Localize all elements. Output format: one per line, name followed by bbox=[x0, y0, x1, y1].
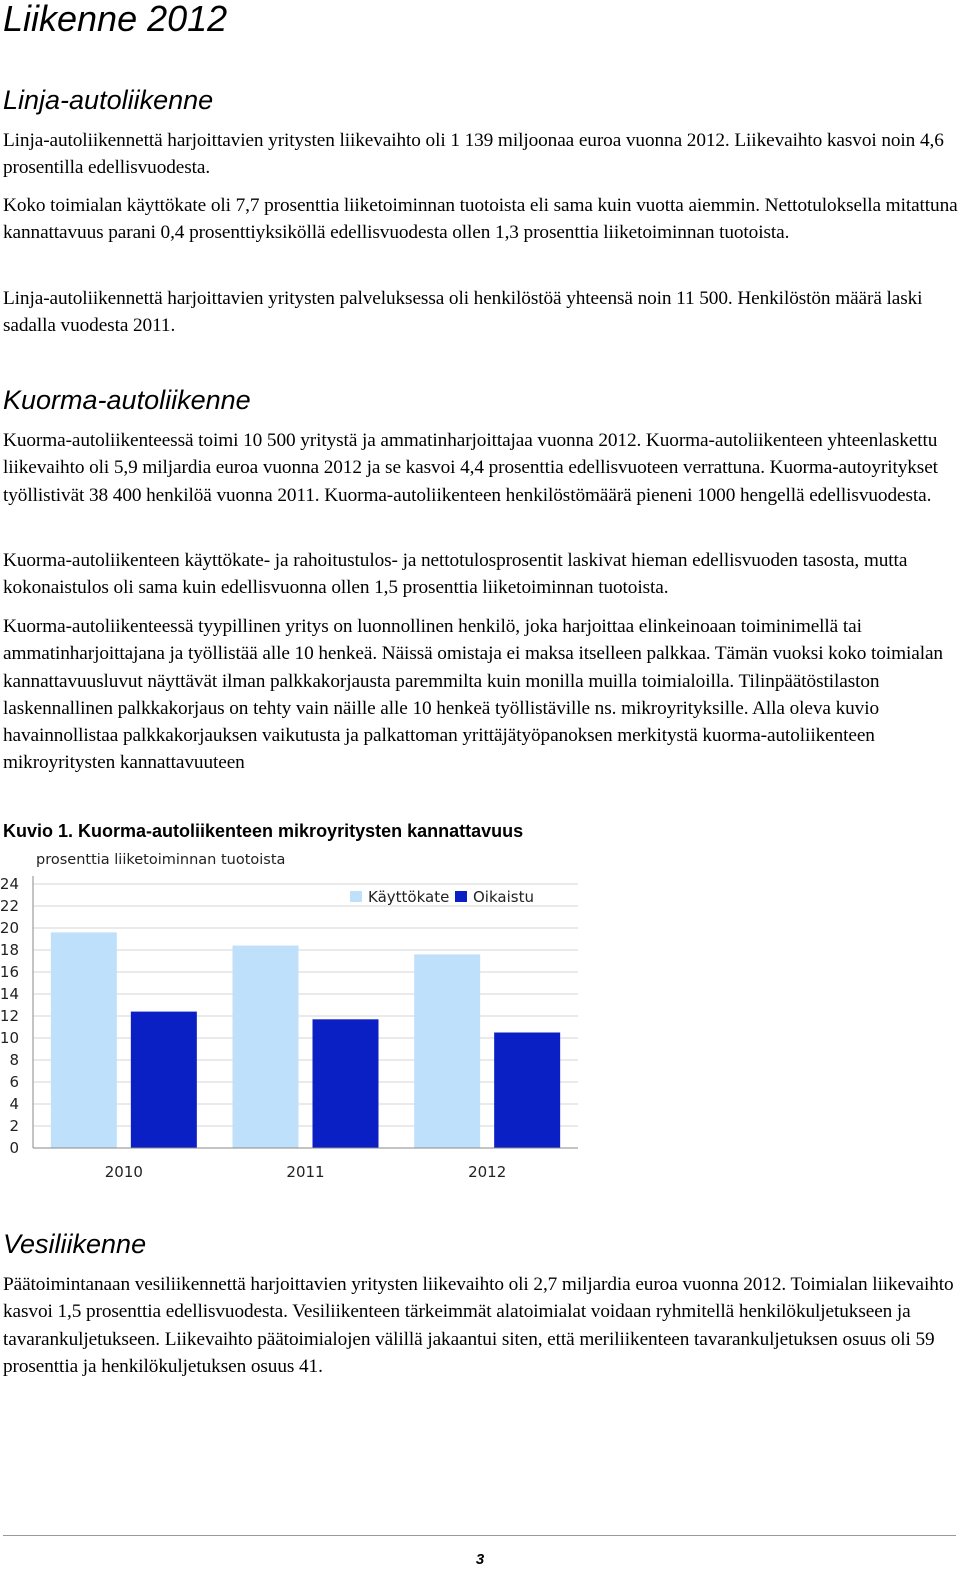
y-tick-label: 16 bbox=[0, 963, 19, 981]
legend-label: Käyttökate bbox=[368, 888, 450, 906]
y-tick-label: 14 bbox=[0, 985, 19, 1003]
x-tick-label: 2012 bbox=[468, 1163, 507, 1181]
bar-Oikaistu-2012 bbox=[494, 1033, 560, 1149]
y-tick-label: 8 bbox=[9, 1051, 19, 1069]
truck-paragraph-1: Kuorma-autoliikenteessä toimi 10 500 yritystä ja ammatinharjoittajaa vuonna 2012. Kuorma-autoliikenteen yhteenlaskettu liikevaihto oli 5,9 miljardia euroa vuonna 2012 ja se kasvoi 4,4 prosenttia edellisvuoteen verrattuna. Kuorma-autoyritykset työllistivät 38 400 henkilöä vuonna 2011. Kuorma-autoliikenteen henkilöstömäärä pieneni 1000 hengellä edellisvuodesta. bbox=[3, 430, 938, 506]
bus-paragraph-1: Linja-autoliikennettä harjoittavien yritysten liikevaihto oli 1 139 miljoonaa euroa vuonna 2012. Liikevaihto kasvoi noin 4,6 prosentilla edellisvuodesta. bbox=[3, 130, 944, 179]
y-tick-label: 10 bbox=[0, 1029, 19, 1047]
legend-swatch bbox=[350, 891, 362, 902]
figure-caption: Kuvio 1. Kuorma-autoliikenteen mikroyritysten kannattavuus bbox=[3, 821, 524, 841]
y-tick-label: 6 bbox=[9, 1073, 19, 1091]
y-tick-label: 2 bbox=[9, 1117, 19, 1135]
legend-label: Oikaistu bbox=[473, 888, 534, 906]
y-tick-label: 0 bbox=[9, 1139, 19, 1157]
section-heading-water: Vesiliikenne bbox=[3, 1229, 147, 1259]
bar-Käyttökate-2010 bbox=[51, 932, 117, 1148]
bar-Käyttökate-2011 bbox=[233, 946, 299, 1148]
bar-Oikaistu-2010 bbox=[131, 1012, 197, 1148]
bar-Käyttökate-2012 bbox=[414, 954, 480, 1148]
bus-paragraph-2: Koko toimialan käyttökate oli 7,7 prosenttia liiketoiminnan tuotoista eli sama kuin vuotta aiemmin. Nettotuloksella mitattuna kannattavuus parani 0,4 prosenttiyksiköllä edellisvuodesta ollen 1,3 prosenttia liiketoiminnan tuotoista. bbox=[3, 195, 958, 244]
chart-legend bbox=[350, 888, 534, 906]
legend-swatch bbox=[455, 891, 467, 902]
water-paragraph-1: Päätoimintanaan vesiliikennettä harjoittavien yritysten liikevaihto oli 2,7 miljardia euroa vuonna 2012. Toimialan liikevaihto kasvoi 1,5 prosenttia edellisvuodesta. Vesiliikenteen tärkeimmät alatoimialat voidaan ryhmitellä henkilökuljetukseen ja tavarankuljetukseen. Liikevaihto päätoimialojen välillä jakaantui siten, että meriliikenteen tavarankuljetuksen osuus oli 59 prosenttia ja henkilökuljetuksen osuus 41. bbox=[3, 1274, 954, 1377]
y-tick-label: 22 bbox=[0, 897, 19, 915]
y-tick-label: 20 bbox=[0, 919, 19, 937]
bar-Oikaistu-2011 bbox=[313, 1019, 379, 1148]
section-heading-bus: Linja-autoliikenne bbox=[3, 85, 214, 115]
page-title: Liikenne 2012 bbox=[3, 0, 228, 39]
page-number: 3 bbox=[475, 1551, 485, 1568]
y-tick-label: 12 bbox=[0, 1007, 19, 1025]
truck-paragraph-3: Kuorma-autoliikenteessä tyypillinen yritys on luonnollinen henkilö, joka harjoittaa elinkeinoaan toiminimellä tai ammatinharjoittajana ja työllistää alle 10 henkeä. Näissä omistaja ei maksa itselleen palkkaa. Tämän vuoksi koko toimialan kannattavuusluvut näyttävät ilman palkkakorjausta paremmilta kuin monilla muilla toimialoilla. Tilinpäätöstilaston laskennallinen palkkakorjaus on tehty vain näille alle 10 henkeä työllistäville ns. mikroyrityksille. Alla oleva kuvio havainnollistaa palkkakorjauksen vaikutusta ja palkattoman yrittäjätyöpanoksen merkitystä kuorma-autoliikenteen mikroyritysten kannattavuuteen bbox=[3, 616, 943, 774]
truck-paragraph-2: Kuorma-autoliikenteen käyttökate- ja rahoitustulos- ja nettotulosprosentit laskivat hieman edellisvuoden tasosta, mutta kokonaistulos oli sama kuin edellisvuonna ollen 1,5 prosenttia liiketoiminnan tuotoista. bbox=[3, 550, 908, 599]
section-heading-truck: Kuorma-autoliikenne bbox=[3, 385, 251, 415]
bar-chart bbox=[0, 846, 600, 1186]
x-tick-label: 2011 bbox=[286, 1163, 325, 1181]
y-tick-label: 24 bbox=[0, 875, 19, 893]
y-tick-label: 4 bbox=[9, 1095, 19, 1113]
footer-divider bbox=[3, 1535, 956, 1536]
chart-bars bbox=[51, 932, 560, 1148]
y-axis-label: prosenttia liiketoiminnan tuotoista bbox=[36, 852, 286, 868]
x-tick-label: 2010 bbox=[104, 1163, 143, 1181]
bus-paragraph-3: Linja-autoliikennettä harjoittavien yritysten palveluksessa oli henkilöstöä yhteensä noin 11 500. Henkilöstön määrä laski sadalla vuodesta 2011. bbox=[3, 288, 923, 337]
y-tick-label: 18 bbox=[0, 941, 19, 959]
